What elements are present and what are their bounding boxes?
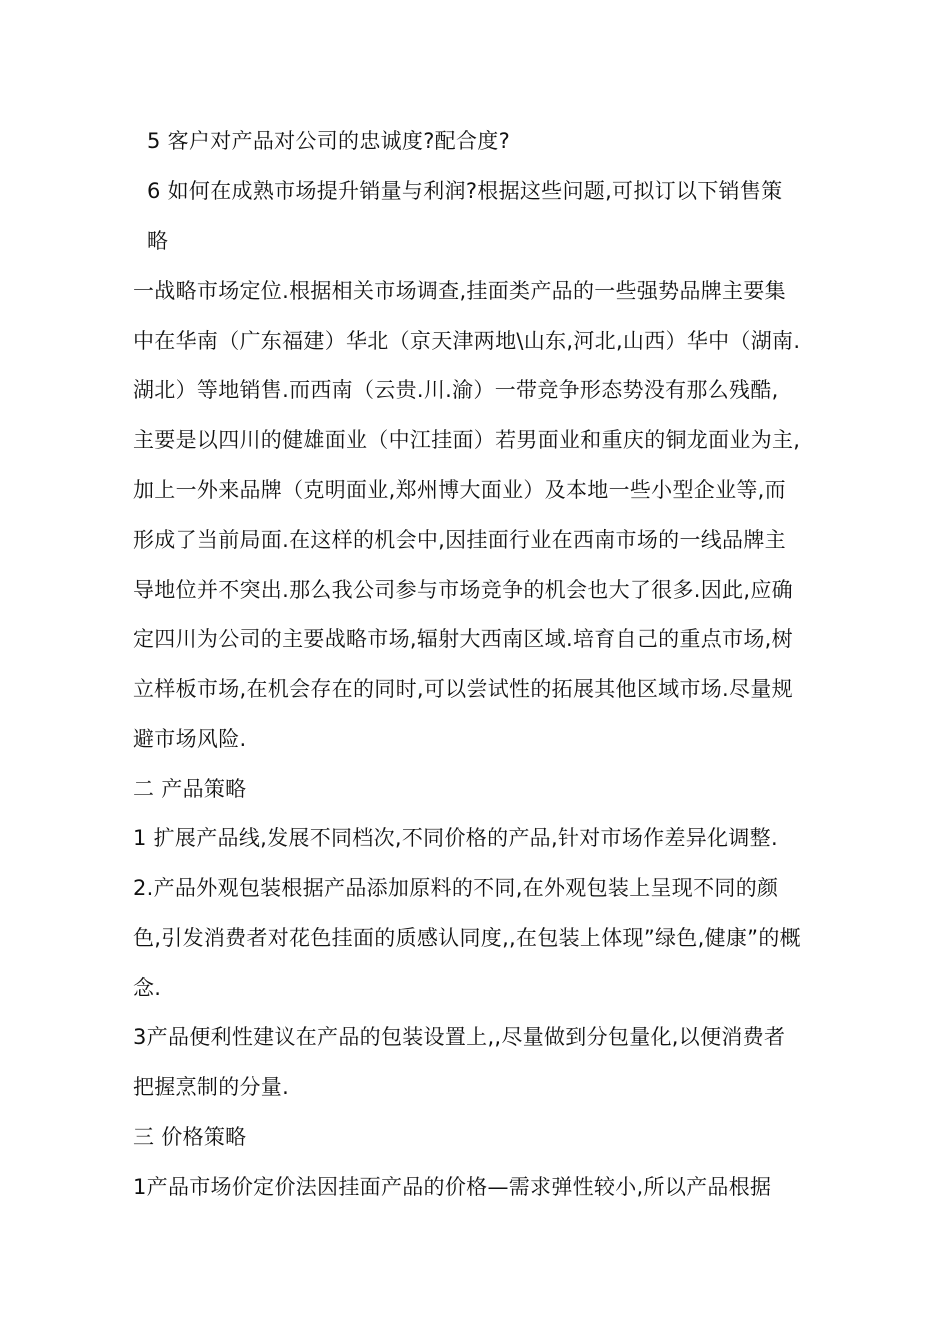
text-line: 形成了当前局面.在这样的机会中,因挂面行业在西南市场的一线品牌主 [133, 528, 786, 552]
text-line: 立样板市场,在机会存在的同时,可以尝试性的拓展其他区域市场.尽量规 [133, 677, 793, 701]
text-line: 2.产品外观包装根据产品添加原料的不同,在外观包装上呈现不同的颜 [133, 876, 779, 900]
text-line: 6 如何在成熟市场提升销量与利润?根据这些问题,可拟订以下销售策 [147, 179, 783, 203]
text-line: 主要是以四川的健雄面业（中江挂面）若男面业和重庆的铜龙面业为主, [133, 428, 801, 452]
text-line: 湖北）等地销售.而西南（云贵.川.渝）一带竞争形态势没有那么残酷, [133, 378, 779, 402]
text-line: 3产品便利性建议在产品的包装设置上,,尽量做到分包量化,以便消费者 [133, 1025, 786, 1049]
text-line: 避市场风险. [133, 727, 247, 751]
text-line: 把握烹制的分量. [133, 1075, 290, 1099]
text-line: 1 扩展产品线,发展不同档次,不同价格的产品,针对市场作差异化调整. [133, 826, 778, 850]
text-line: 5 客户对产品对公司的忠诚度?配合度? [147, 129, 511, 153]
text-line: 念. [133, 976, 162, 1000]
text-line: 加上一外来品牌（克明面业,郑州博大面业）及本地一些小型企业等,而 [133, 478, 786, 502]
text-line: 略 [147, 229, 169, 253]
text-line: 1产品市场价定价法因挂面产品的价格—需求弹性较小,所以产品根据 [133, 1175, 772, 1199]
text-line: 定四川为公司的主要战略市场,辐射大西南区域.培育自己的重点市场,树 [133, 627, 793, 651]
text-line: 导地位并不突出.那么我公司参与市场竞争的机会也大了很多.因此,应确 [133, 578, 793, 602]
text-line: 色,引发消费者对花色挂面的质感认同度,,在包装上体现”绿色,健康”的概 [133, 926, 801, 950]
text-line: 一战略市场定位.根据相关市场调查,挂面类产品的一些强势品牌主要集 [133, 279, 786, 303]
section-heading: 二 产品策略 [133, 777, 247, 801]
text-line: 中在华南（广东福建）华北（京天津两地\山东,河北,山西）华中（湖南. [133, 329, 801, 353]
section-heading: 三 价格策略 [133, 1125, 247, 1149]
